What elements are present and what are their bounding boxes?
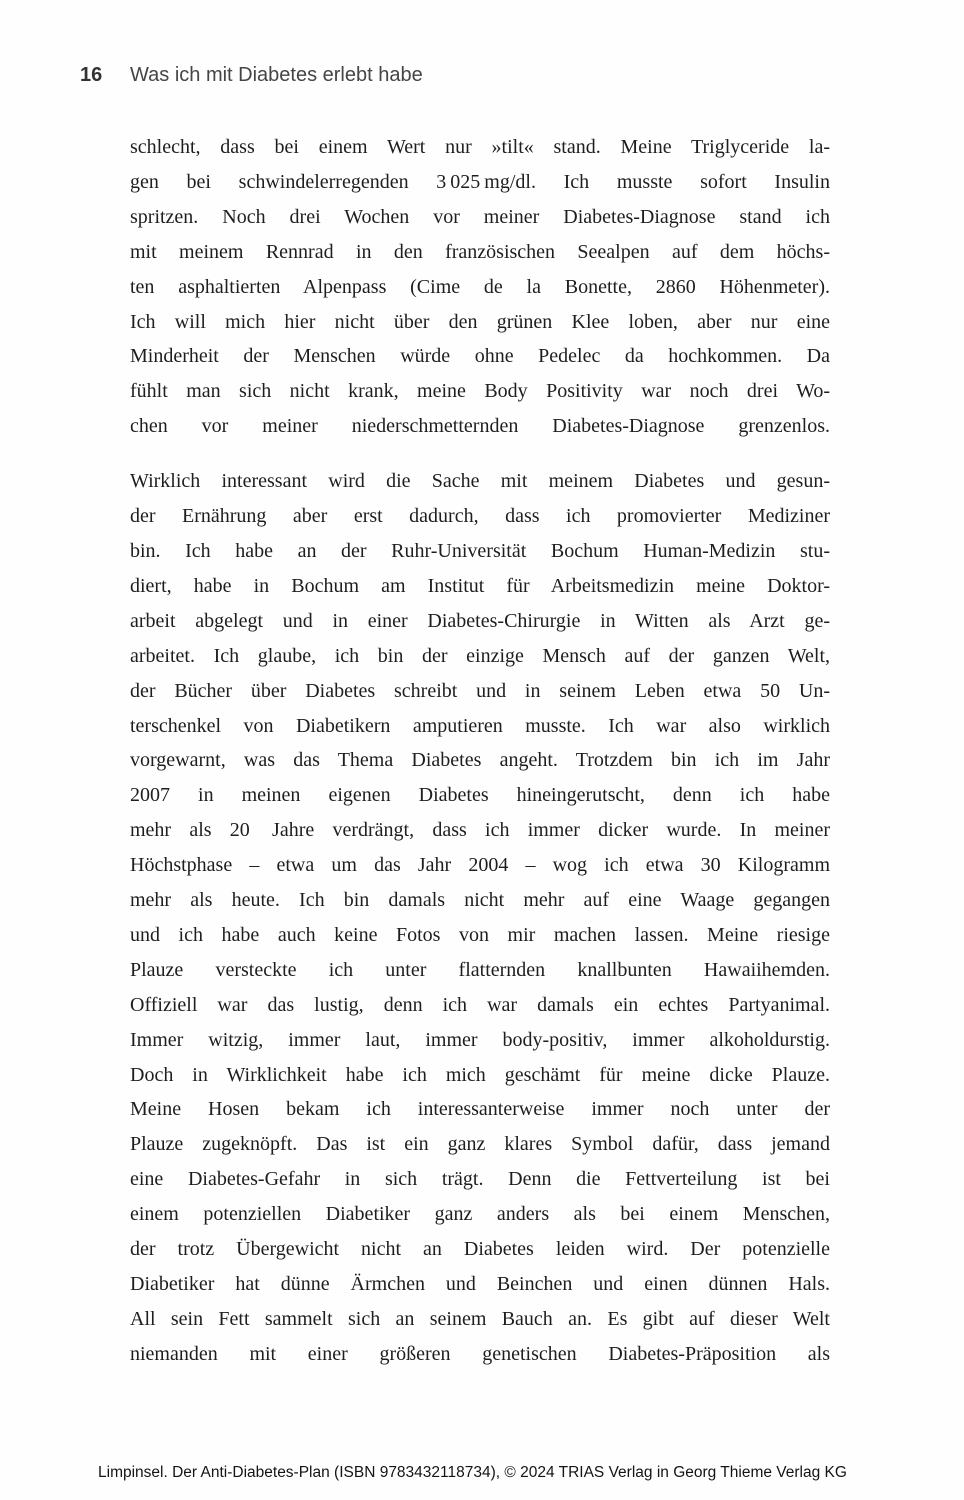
copyright-text: Limpinsel. Der Anti-Diabetes-Plan (ISBN 9783432118734), © 2024 TRIAS Verlag in Georg Thieme Verlag KG: [98, 1464, 847, 1481]
text-line: und ich habe auch keine Fotos von mir machen lassen. Meine riesige: [130, 923, 830, 946]
text-line: Höchstphase – etwa um das Jahr 2004 – wog ich etwa 30 Kilogramm: [130, 854, 830, 877]
text-line: Diabetiker hat dünne Ärmchen und Beinchen und einen dünnen Hals.: [130, 1273, 830, 1295]
text-line: fühlt man sich nicht krank, meine Body Positivity war noch drei Wo-: [130, 380, 830, 403]
text-line: der Ernährung aber erst dadurch, dass ich promovierter Mediziner: [130, 505, 830, 528]
paragraph: [130, 464, 830, 1372]
text-line: der trotz Übergewicht nicht an Diabetes leiden wird. Der potenzielle: [130, 1238, 830, 1261]
text-line: chen vor meiner niederschmetternden Diabetes-Diagnose grenzenlos.: [130, 415, 830, 438]
text-line: mehr als heute. Ich bin damals nicht mehr auf eine Waage gegangen: [130, 889, 830, 912]
text-line: arbeitet. Ich glaube, ich bin der einzige Mensch auf der ganzen Welt,: [130, 644, 830, 667]
text-line: niemanden mit einer größeren genetischen Diabetes-Präposition als: [130, 1342, 830, 1365]
text-line: terschenkel von Diabetikern amputieren musste. Ich war also wirklich: [130, 714, 830, 737]
text-line: 2007 in meinen eigenen Diabetes hineingerutscht, denn ich habe: [130, 784, 830, 807]
text-line: vorgewarnt, was das Thema Diabetes angeht. Trotzdem bin ich im Jahr: [130, 749, 830, 772]
text-line: Meine Hosen bekam ich interessanterweise immer noch unter der: [130, 1098, 830, 1121]
text-line: ten asphaltierten Alpenpass (Cime de la Bonette, 2860 Höhenmeter).: [130, 275, 830, 298]
text-line: Plauze zugeknöpft. Das ist ein ganz klares Symbol dafür, dass jemand: [130, 1133, 830, 1156]
text-line: Offiziell war das lustig, denn ich war damals ein echtes Partyanimal.: [130, 993, 830, 1016]
page-header: [80, 62, 840, 88]
copyright-footer: [98, 1464, 847, 1482]
text-line: mehr als 20 Jahre verdrängt, dass ich immer dicker wurde. In meiner: [130, 819, 830, 842]
text-line: diert, habe in Bochum am Institut für Arbeitsmedizin meine Doktor-: [130, 574, 830, 597]
text-line: Minderheit der Menschen würde ohne Pedelec da hochkommen. Da: [130, 345, 830, 368]
text-line: gen bei schwindelerregenden 3 025 mg/dl. Ich musste sofort Insulin: [130, 170, 830, 193]
text-line: Wirklich interessant wird die Sache mit meinem Diabetes und gesun-: [130, 470, 830, 493]
text-line: der Bücher über Diabetes schreibt und in seinem Leben etwa 50 Un-: [130, 679, 830, 702]
text-line: spritzen. Noch drei Wochen vor meiner Diabetes-Diagnose stand ich: [130, 205, 830, 228]
text-line: eine Diabetes-Gefahr in sich trägt. Denn die Fettverteilung ist bei: [130, 1168, 830, 1191]
text-line: All sein Fett sammelt sich an seinem Bauch an. Es gibt auf dieser Welt: [130, 1307, 830, 1330]
text-line: bin. Ich habe an der Ruhr-Universität Bochum Human-Medizin stu-: [130, 539, 830, 562]
text-line: einem potenziellen Diabetiker ganz anders als bei einem Menschen,: [130, 1203, 830, 1226]
running-head: Was ich mit Diabetes erlebt habe: [130, 64, 423, 86]
body-text: [130, 130, 830, 1372]
paragraph: [130, 130, 830, 444]
text-line: mit meinem Rennrad in den französischen Seealpen auf dem höchs-: [130, 240, 830, 263]
text-line: Plauze versteckte ich unter flatternden knallbunten Hawaiihemden.: [130, 958, 830, 981]
text-line: schlecht, dass bei einem Wert nur »tilt« stand. Meine Triglyceride la-: [130, 136, 830, 158]
text-line: arbeit abgelegt und in einer Diabetes-Chirurgie in Witten als Arzt ge-: [130, 609, 830, 632]
text-line: Ich will mich hier nicht über den grünen Klee loben, aber nur eine: [130, 310, 830, 333]
text-line: Immer witzig, immer laut, immer body-positiv, immer alkoholdurstig.: [130, 1028, 830, 1051]
text-line: Doch in Wirklichkeit habe ich mich geschämt für meine dicke Plauze.: [130, 1063, 830, 1086]
page-number: 16: [80, 64, 103, 86]
